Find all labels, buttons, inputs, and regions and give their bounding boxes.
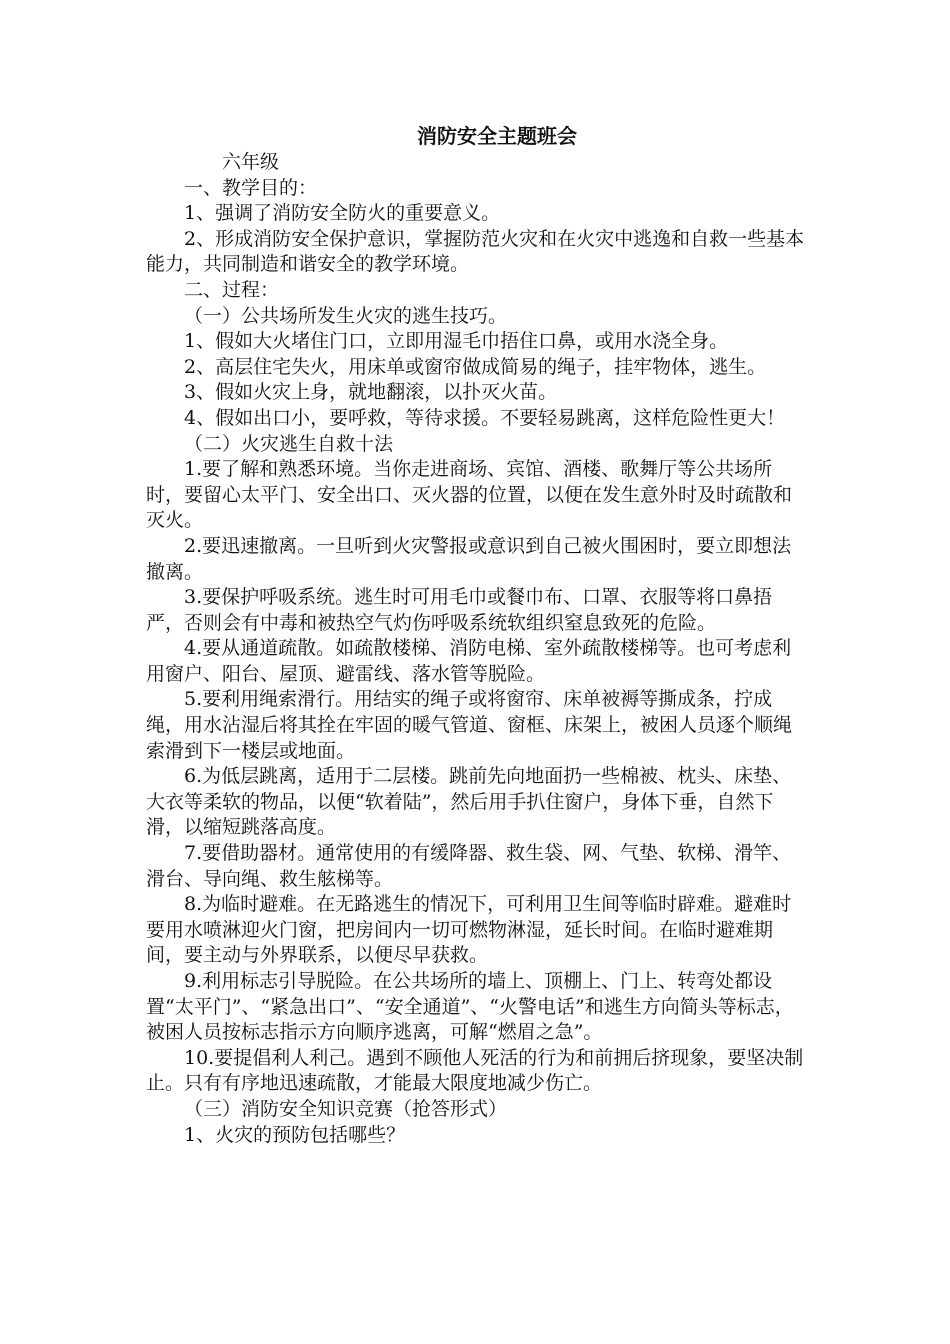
self-rescue-method: 3.要保护呼吸系统。逃生时可用毛巾或餐巾布、口罩、衣服等将口鼻捂严，否则会有中毒和被热空气灼伤呼吸系统软组织窒息致死的危险。 <box>146 586 773 634</box>
subsection-heading: （三）消防安全知识竞赛（抢答形式） <box>184 1097 508 1120</box>
subsection-heading: （二）火灾逃生自救十法 <box>184 432 394 455</box>
escape-tip: 4、假如出口小，要呼救，等待求援。不要轻易跳离，这样危险性更大！ <box>184 406 786 429</box>
escape-tip: 1、假如大火堵住门口，立即用湿毛巾捂住口鼻，或用水浇全身。 <box>184 330 729 353</box>
self-rescue-method: 7.要借助器材。通常使用的有缓降器、救生袋、网、气垫、软梯、滑竿、滑台、导向绳、救生舷梯等。 <box>146 842 792 890</box>
self-rescue-method: 5.要利用绳索滑行。用结实的绳子或将窗帘、床单被褥等撕成条，拧成绳，用水沾湿后将其拴在牢固的暖气管道、窗框、床架上，被困人员逐个顺绳索滑到下一楼层或地面。 <box>146 688 793 762</box>
self-rescue-method: 6.为低层跳离，适用于二层楼。跳前先向地面扔一些棉被、枕头、床垫、大衣等柔软的物品，以便“软着陆”，然后用手扒住窗户，身体下垂，自然下滑，以缩短跳落高度。 <box>146 765 792 839</box>
self-rescue-method: 2.要迅速撤离。一旦听到火灾警报或意识到自己被火围困时，要立即想法撤离。 <box>146 534 792 583</box>
self-rescue-method: 9.利用标志引导脱险。在公共场所的墙上、顶棚上、门上、转弯处都设置“太平门”、“紧急出口”、“安全通道”、“火警电话”和逃生方向简头等标志，被困人员按标志指示方向顺序逃离，可解“燃眉之急”。 <box>146 970 794 1044</box>
section-heading-objectives: 一、教学目的： <box>184 176 318 199</box>
self-rescue-method: 10.要提倡利人利己。遇到不顾他人死活的行为和前拥后挤现象，要坚决制止。只有有序地迅速疏散，才能最大限度地减少伤亡。 <box>146 1046 804 1095</box>
self-rescue-method: 8.为临时避难。在无路逃生的情况下，可利用卫生间等临时辟难。避难时要用水喷淋迎火门窗，把房间内一切可燃物淋湿，延长时间。在临时避难期间，要主动与外界联系，以便尽早获救。 <box>146 893 792 967</box>
objective-item: 2、形成消防安全保护意识，掌握防范火灾和在火灾中逃逸和自救一些基本能力，共同制造和谐安全的教学环境。 <box>146 227 805 276</box>
grade-label: 六年级 <box>222 151 280 173</box>
objective-item: 1、强调了消防安全防火的重要意义。 <box>184 202 501 225</box>
self-rescue-method: 1.要了解和熟悉环境。当你走进商场、宾馆、酒楼、歌舞厅等公共场所时，要留心太平门、安全出口、灭火器的位置，以便在发生意外时及时疏散和灭火。 <box>146 458 793 532</box>
subsection-heading: （一）公共场所发生火灾的逃生技巧。 <box>184 304 508 327</box>
document-title: 消防安全主题班会 <box>417 124 577 148</box>
quiz-question: 1、火灾的预防包括哪些？ <box>184 1123 406 1146</box>
escape-tip: 2、高层住宅失火，用床单或窗帘做成简易的绳子，挂牢物体，逃生。 <box>184 355 767 378</box>
document-body <box>146 150 806 1148</box>
self-rescue-method: 4.要从通道疏散。如疏散楼梯、消防电梯、室外疏散楼梯等。也可考虑利用窗户、阳台、屋顶、避雷线、落水管等脱险。 <box>146 637 792 685</box>
section-heading-process: 二、过程： <box>184 278 280 301</box>
escape-tip: 3、假如火灾上身，就地翻滚，以扑灭火苗。 <box>184 381 558 404</box>
